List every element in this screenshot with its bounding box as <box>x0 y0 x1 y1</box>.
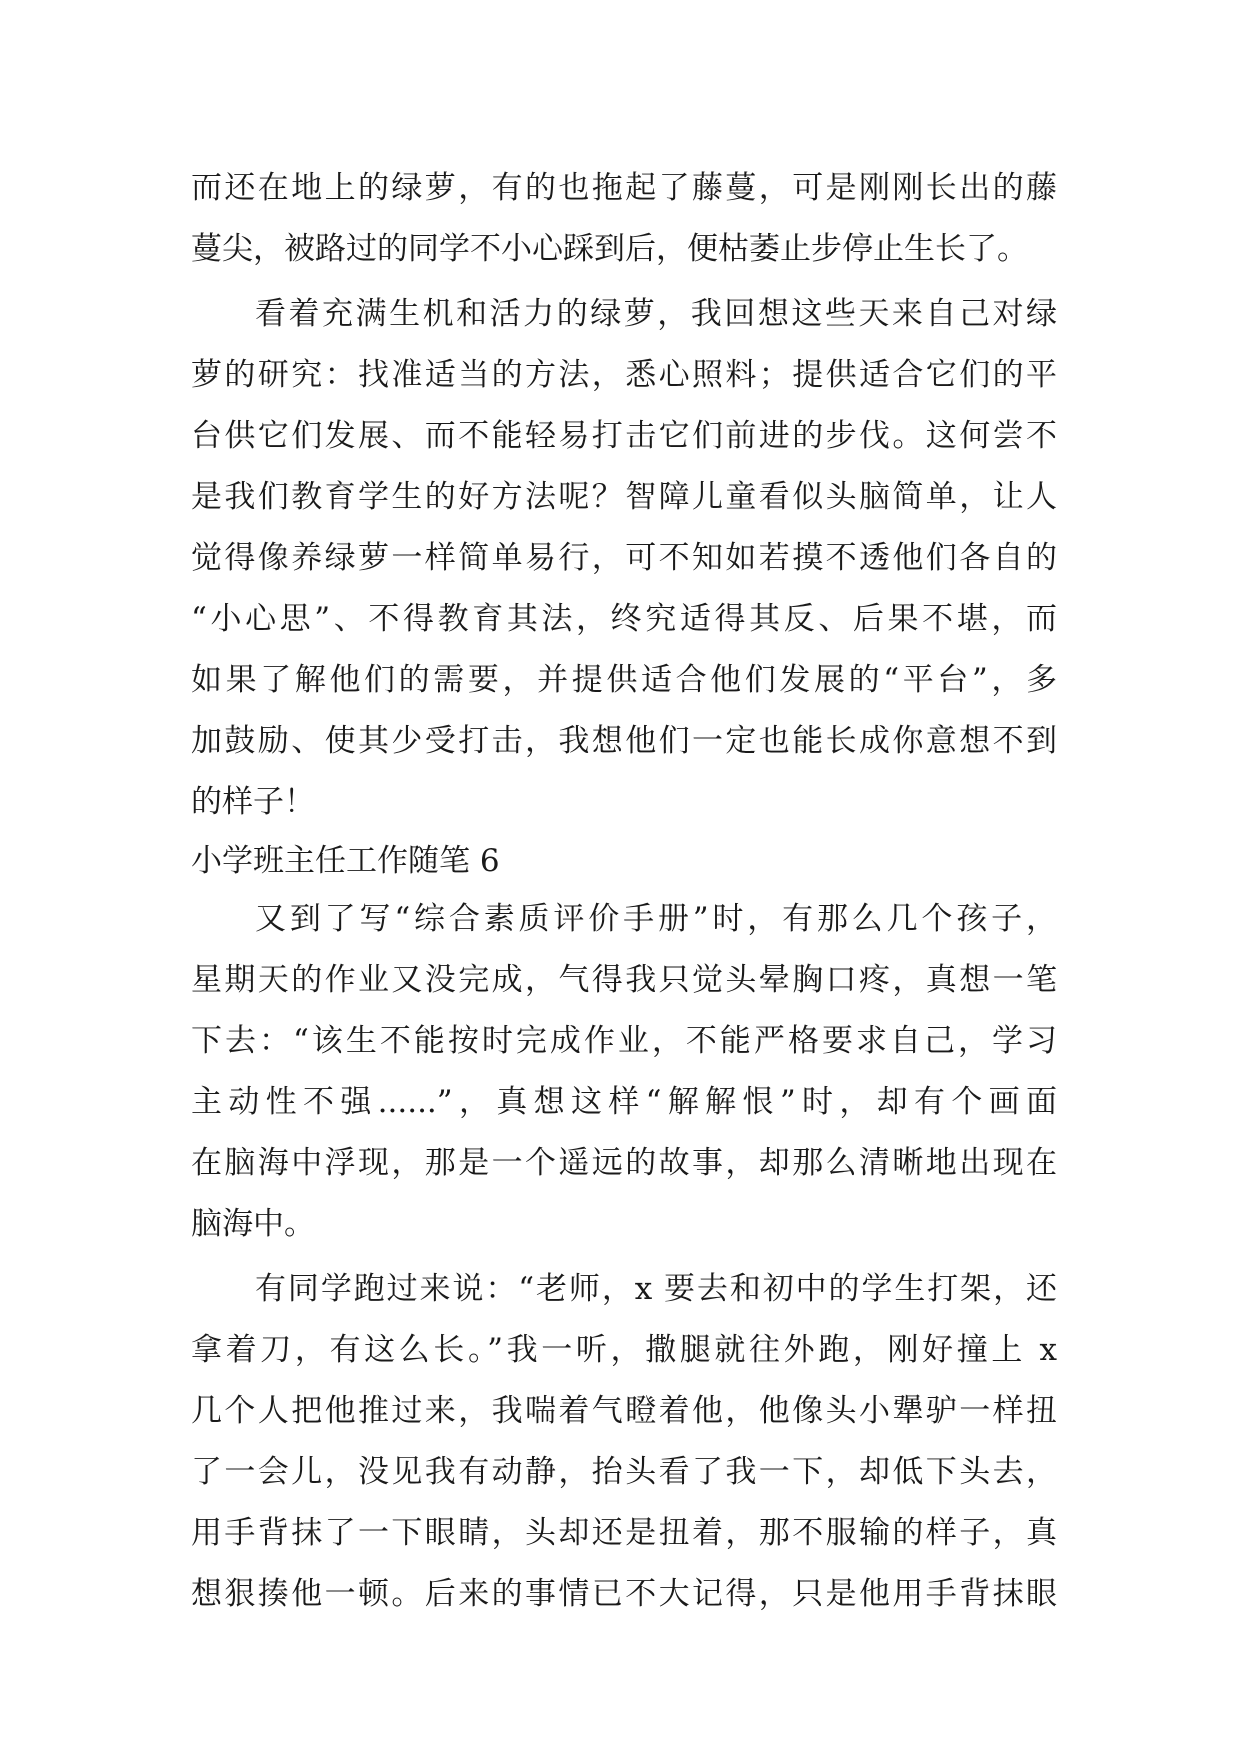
text-line: 如果了解他们的需要，并提供适合他们发展的“平台”，多 <box>191 662 1057 698</box>
text-line: 用手背抹了一下眼睛，头却还是扭着，那不服输的样子，真 <box>191 1515 1057 1551</box>
text-line: 有同学跑过来说：“老师，x 要去和初中的学生打架，还 <box>255 1271 1057 1307</box>
text-line: 星期天的作业又没完成，气得我只觉头晕胸口疼，真想一笔 <box>191 962 1057 998</box>
text-line: 加鼓励、使其少受打击，我想他们一定也能长成你意想不到 <box>191 723 1057 759</box>
text-line: 在脑海中浮现，那是一个遥远的故事，却那么清晰地出现在 <box>191 1145 1057 1181</box>
paragraph <box>191 889 1057 1255</box>
text-line: 脑海中。 <box>191 1206 315 1242</box>
text-line: 蔓尖，被路过的同学不小心踩到后，便枯萎止步停止生长了。 <box>191 231 1028 267</box>
text-line: 几个人把他推过来，我喘着气瞪着他，他像头小犟驴一样扭 <box>191 1393 1057 1429</box>
text-line: 拿着刀，有这么长。”我一听，撒腿就往外跑，刚好撞上 x <box>191 1332 1057 1368</box>
document-body <box>191 158 1057 1625</box>
text-line: 看着充满生机和活力的绿萝，我回想这些天来自己对绿 <box>255 296 1057 332</box>
paragraph <box>191 1259 1057 1625</box>
text-line: 台供它们发展、而不能轻易打击它们前进的步伐。这何尝不 <box>191 418 1057 454</box>
text-line: 而还在地上的绿萝，有的也拖起了藤蔓，可是刚刚长出的藤 <box>191 170 1057 206</box>
paragraph <box>191 284 1057 833</box>
text-line: 又到了写“综合素质评价手册”时，有那么几个孩子， <box>255 901 1057 937</box>
section-heading: 小学班主任工作随笔 6 <box>191 843 500 879</box>
text-line: 了一会儿，没见我有动静，抬头看了我一下，却低下头去， <box>191 1454 1057 1490</box>
text-line: 主动性不强......”，真想这样“解解恨”时，却有个画面 <box>191 1084 1057 1120</box>
text-line: 觉得像养绿萝一样简单易行，可不知如若摸不透他们各自的 <box>191 540 1057 576</box>
text-line: 的样子！ <box>191 784 315 820</box>
text-line: 想狠揍他一顿。后来的事情已不大记得，只是他用手背抹眼 <box>191 1576 1057 1612</box>
paragraph <box>191 158 1057 280</box>
text-line: “小心思”、不得教育其法，终究适得其反、后果不堪，而 <box>191 601 1057 637</box>
text-line: 下去：“该生不能按时完成作业，不能严格要求自己，学习 <box>191 1023 1057 1059</box>
text-line: 是我们教育学生的好方法呢？智障儿童看似头脑简单，让人 <box>191 479 1057 515</box>
text-line: 萝的研究：找准适当的方法，悉心照料；提供适合它们的平 <box>191 357 1057 393</box>
